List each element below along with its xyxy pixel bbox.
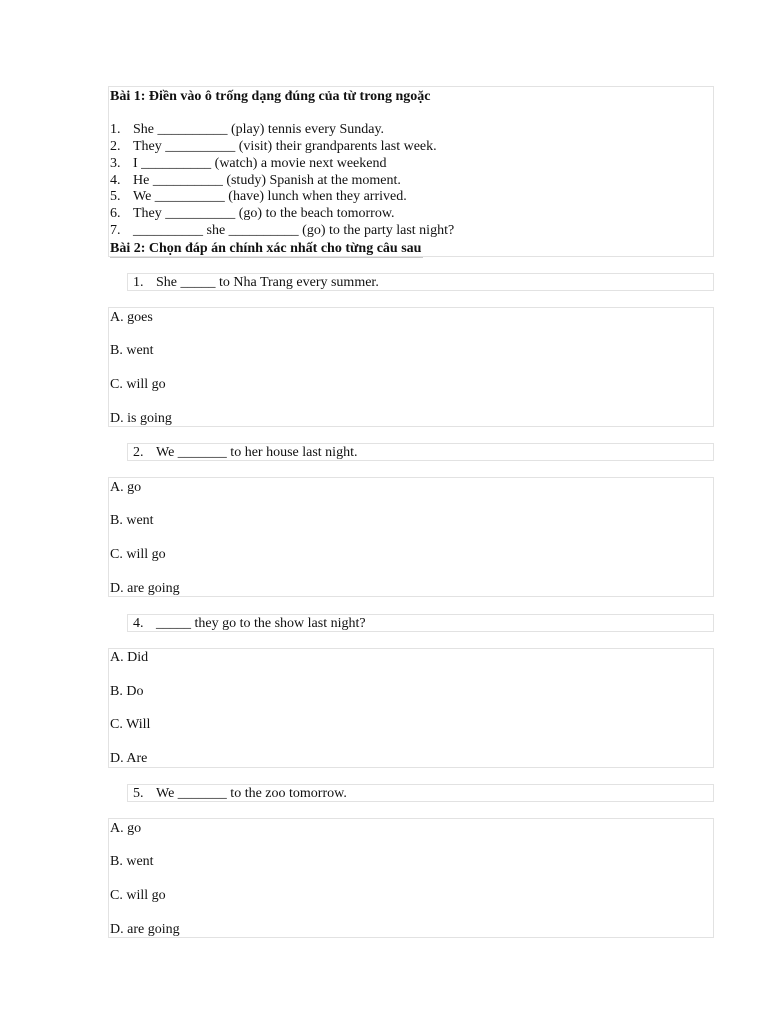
answer-option[interactable]: C. will go — [110, 888, 166, 903]
answer-option[interactable]: D. are going — [110, 581, 180, 596]
answer-option[interactable]: D. is going — [110, 411, 172, 426]
answer-option[interactable]: A. Did — [110, 650, 149, 665]
answer-options-box — [108, 818, 714, 938]
question-text: 2. We _______ to her house last night. — [133, 445, 358, 460]
exercise-1-item: 7. __________ she __________ (go) to the party last night? — [110, 223, 455, 238]
answer-options-box — [108, 648, 714, 768]
exercise-1-item: 4. He __________ (study) Spanish at the moment. — [110, 173, 401, 188]
question-text: 5. We _______ to the zoo tomorrow. — [133, 786, 347, 801]
answer-options-box — [108, 307, 714, 427]
answer-option[interactable]: D. are going — [110, 922, 180, 937]
exercise-1-item: 6. They __________ (go) to the beach tomorrow. — [110, 206, 395, 221]
exercise-2-title: Bài 2: Chọn đáp án chính xác nhất cho từng câu sau — [110, 241, 422, 256]
exercise-1-title: Bài 1: Điền vào ô trống dạng đúng của từ trong ngoặc — [110, 89, 431, 104]
answer-option[interactable]: B. Do — [110, 684, 144, 699]
exercise-1-item: 1. She __________ (play) tennis every Sunday. — [110, 122, 385, 137]
answer-option[interactable]: C. will go — [110, 547, 166, 562]
answer-options-box — [108, 477, 714, 597]
answer-option[interactable]: A. goes — [110, 310, 153, 325]
answer-option[interactable]: C. will go — [110, 377, 166, 392]
answer-option[interactable]: A. go — [110, 821, 142, 836]
exercise-1-item: 2. They __________ (visit) their grandparents last week. — [110, 139, 437, 154]
exercise-1-item: 3. I __________ (watch) a movie next weekend — [110, 156, 387, 171]
answer-option[interactable]: B. went — [110, 854, 154, 869]
answer-option[interactable]: B. went — [110, 513, 154, 528]
question-text: 4. _____ they go to the show last night? — [133, 616, 366, 631]
answer-option[interactable]: D. Are — [110, 751, 148, 766]
answer-option[interactable]: A. go — [110, 480, 142, 495]
answer-option[interactable]: C. Will — [110, 717, 151, 732]
answer-option[interactable]: B. went — [110, 343, 154, 358]
question-text: 1. She _____ to Nha Trang every summer. — [133, 275, 379, 290]
exercise-1-item: 5. We __________ (have) lunch when they arrived. — [110, 189, 407, 204]
